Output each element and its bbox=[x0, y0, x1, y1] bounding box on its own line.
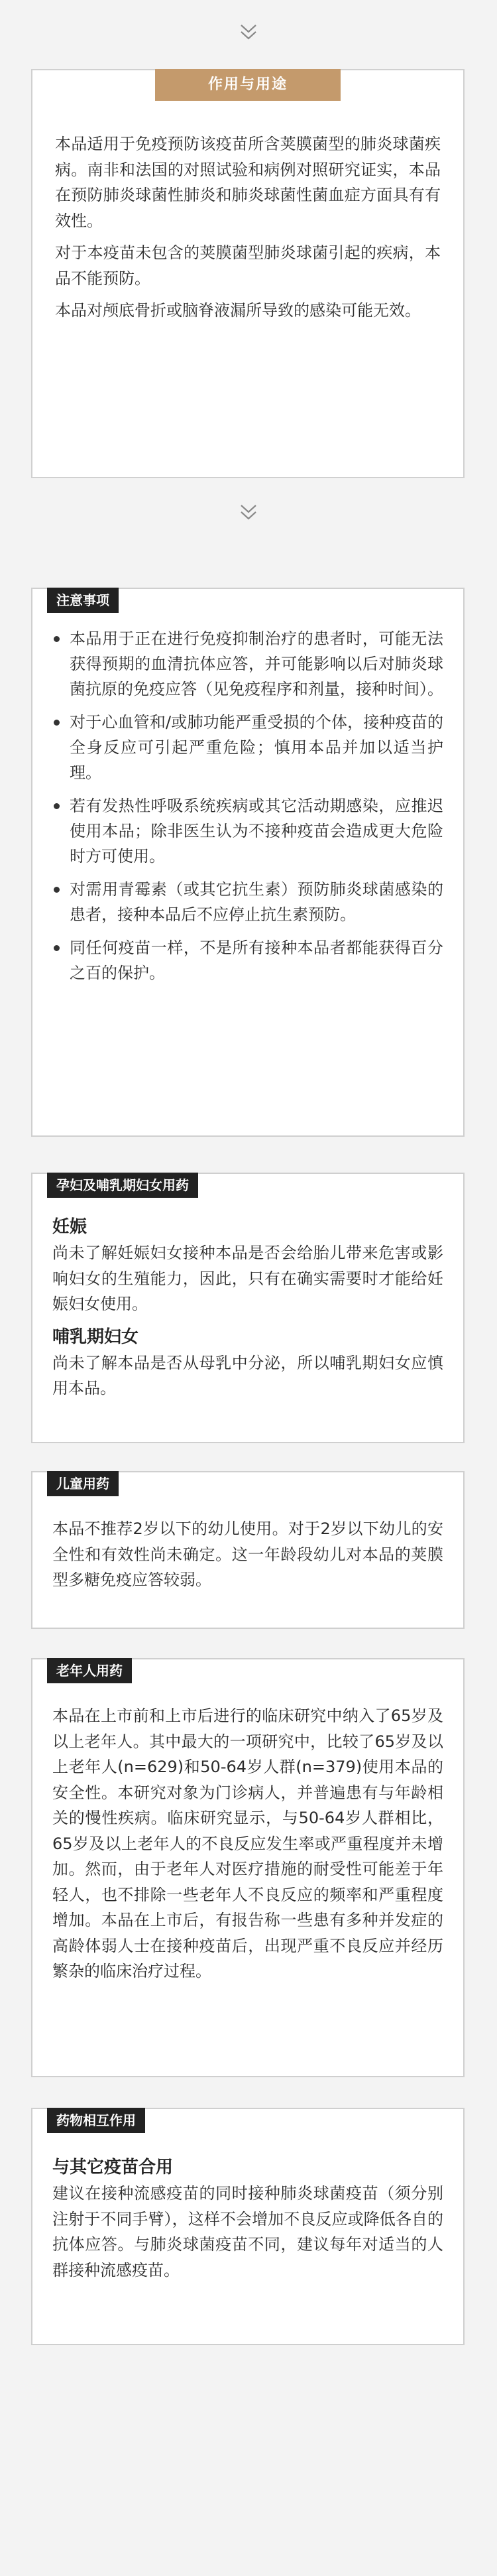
details-section bbox=[0, 536, 497, 2576]
list-item: 本品用于正在进行免疫抑制治疗的患者时，可能无法获得预期的血清抗体应答，并可能影响以后对肺炎球菌抗原的免疫应答（见免疫程序和剂量，接种时间）。 bbox=[52, 626, 443, 702]
interactions-body bbox=[52, 2154, 443, 2283]
children-body bbox=[52, 1516, 443, 1593]
usage-box bbox=[31, 69, 465, 478]
pregnancy-body bbox=[52, 1214, 443, 1401]
children-text: 本品不推荐2岁以下的幼儿使用。对于2岁以下幼儿的安全性和有效性尚未确定。这一年龄段幼儿对本品的荚膜型多糖免疫应答较弱。 bbox=[52, 1519, 443, 1589]
interactions-card bbox=[31, 2108, 465, 2345]
usage-paragraph: 对于本疫苗未包含的荚膜菌型肺炎球菌引起的疾病，本品不能预防。 bbox=[55, 243, 441, 288]
usage-section bbox=[0, 0, 497, 536]
children-card bbox=[31, 1471, 465, 1629]
usage-paragraph: 本品对颅底骨折或脑脊液漏所导致的感染可能无效。 bbox=[55, 301, 421, 320]
elderly-tag: 老年人用药 bbox=[47, 1658, 132, 1683]
precautions-tag: 注意事项 bbox=[47, 588, 119, 613]
pregnancy-tag: 孕妇及哺乳期妇女用药 bbox=[47, 1173, 198, 1198]
usage-paragraph: 本品适用于免疫预防该疫苗所含荚膜菌型的肺炎球菌疾病。南非和法国的对照试验和病例对照研究证实，本品在预防肺炎球菌性肺炎和肺炎球菌性菌血症方面具有有效性。 bbox=[55, 135, 441, 230]
usage-body bbox=[55, 131, 441, 330]
chevron-down-icon bbox=[237, 23, 260, 42]
list-item: 对于心血管和/或肺功能严重受损的个体，接种疫苗的全身反应可引起严重危险；慎用本品并加以适当护理。 bbox=[52, 710, 443, 785]
elderly-card bbox=[31, 1658, 465, 2077]
lactation-heading: 哺乳期妇女 bbox=[52, 1326, 139, 1347]
interactions-tag: 药物相互作用 bbox=[47, 2108, 145, 2133]
interactions-text: 建议在接种流感疫苗的同时接种肺炎球菌疫苗（须分别注射于不同手臂），这样不会增加不良反应或降低各自的抗体应答。与肺炎球菌疫苗不同，建议每年对适当的人群接种流感疫苗。 bbox=[52, 2184, 443, 2280]
interactions-heading: 与其它疫苗合用 bbox=[52, 2157, 174, 2177]
chevron-down-icon bbox=[237, 503, 260, 523]
elderly-text: 本品在上市前和上市后进行的临床研究中纳入了65岁及以上老年人。其中最大的一项研究中，比较了65岁及以上老年人(n=629)和50-64岁人群(n=379)使用本品的安全性。本研究对象为门诊病人，并普遍患有与年龄相关的慢性疾病。临床研究显示，与50-64岁人群相比，65岁及以上老年人的不良反应发生率或严重程度并未增加。然而，由于老年人对医疗措施的耐受性可能差于年轻人，也不排除一些老年人不良反应的频率和严重程度增加。本品在上市后，有报告称一些患有多种并发症的高龄体弱人士在接种疫苗后，出现严重不良反应并经历繁杂的临床治疗过程。 bbox=[52, 1707, 443, 1980]
pregnancy-heading: 妊娠 bbox=[52, 1217, 87, 1237]
list-item: 对需用青霉素（或其它抗生素）预防肺炎球菌感染的患者，接种本品后不应停止抗生素预防。 bbox=[52, 877, 443, 927]
lactation-text: 尚未了解本品是否从母乳中分泌，所以哺乳期妇女应慎用本品。 bbox=[52, 1353, 443, 1397]
elderly-body bbox=[52, 1703, 443, 1984]
precautions-card bbox=[31, 588, 465, 1137]
precautions-list bbox=[52, 626, 443, 986]
children-tag: 儿童用药 bbox=[47, 1471, 119, 1496]
precautions-body bbox=[52, 626, 443, 994]
list-item: 同任何疫苗一样，不是所有接种本品者都能获得百分之百的保护。 bbox=[52, 935, 443, 986]
list-item: 若有发热性呼吸系统疾病或其它活动期感染，应推迟使用本品；除非医生认为不接种疫苗会造成更大危险时方可使用。 bbox=[52, 793, 443, 869]
pregnancy-card bbox=[31, 1173, 465, 1443]
pregnancy-text: 尚未了解妊娠妇女接种本品是否会给胎儿带来危害或影响妇女的生殖能力，因此，只有在确实需要时才能给妊娠妇女使用。 bbox=[52, 1244, 443, 1313]
usage-title: 作用与用途 bbox=[155, 69, 341, 101]
